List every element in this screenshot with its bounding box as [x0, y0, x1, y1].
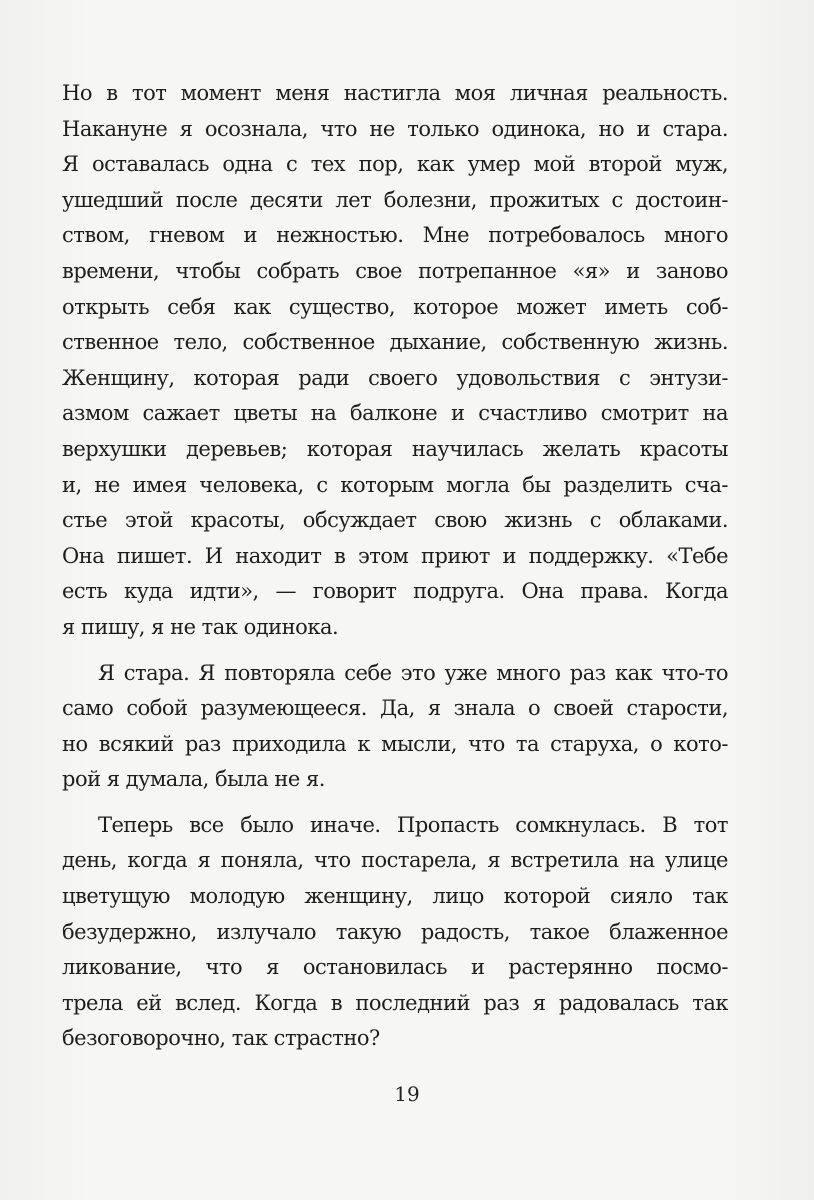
text-line: само собой разумеющееся. Да, я знала о своей старости,: [62, 696, 728, 721]
text-line: но всякий раз приходила к мысли, что та старуха, о кото-: [62, 731, 728, 756]
text-line: трела ей вслед. Когда в последний раз я радовалась так: [62, 990, 728, 1015]
text-line: и, не имея человека, с которым могла бы разделить сча-: [62, 472, 728, 497]
text-line: Я стара. Я повторяла себе это уже много раз как что-то: [98, 660, 728, 685]
text-line: Но в тот момент меня настигла моя личная реальность.: [62, 81, 728, 105]
text-line: ушедший после десяти лет болезни, прожитых с достоин-: [62, 187, 728, 212]
body-text: [62, 76, 728, 1057]
text-line: цветущую молодую женщину, лицо которой сияло так: [62, 884, 728, 909]
text-line: открыть себя как существо, которое может иметь соб-: [62, 294, 728, 319]
text-line: Накануне я осознала, что не только одинока, но и стара.: [62, 116, 728, 141]
text-line: я пишу, я не так одинока.: [62, 614, 339, 639]
text-line: безоговорочно, так страстно?: [62, 1026, 380, 1051]
text-line: Она пишет. И находит в этом приют и поддержку. «Тебе: [62, 543, 728, 568]
text-line: безудержно, излучало такую радость, такое блаженное: [62, 919, 728, 944]
text-line: ственное тело, собственное дыхание, собственную жизнь.: [62, 330, 728, 355]
text-line: ликование, что я остановилась и растерянно посмо-: [62, 955, 728, 980]
text-line: день, когда я поняла, что постарела, я встретила на улице: [62, 848, 728, 873]
text-line: Теперь все было иначе. Пропасть сомкнулась. В тот: [98, 812, 728, 837]
text-line: стье этой красоты, обсуждает свою жизнь с облаками.: [62, 508, 728, 533]
text-line: времени, чтобы собрать свое потрепанное «я» и заново: [62, 258, 728, 283]
text-line: Женщину, которая ради своего удовольствия с энтузи-: [62, 365, 728, 390]
text-line: азмом сажает цветы на балконе и счастливо смотрит на: [62, 401, 728, 426]
page-number: 19: [394, 1082, 420, 1106]
text-line: Я оставалась одна с тех пор, как умер мой второй муж,: [62, 152, 728, 177]
text-line: рой я думала, была не я.: [62, 767, 325, 792]
text-line: есть куда идти», — говорит подруга. Она права. Когда: [62, 579, 728, 604]
text-line: верхушки деревьев; которая научилась желать красоты: [62, 436, 728, 461]
text-line: ством, гневом и нежностью. Мне потребовалось много: [62, 223, 728, 248]
